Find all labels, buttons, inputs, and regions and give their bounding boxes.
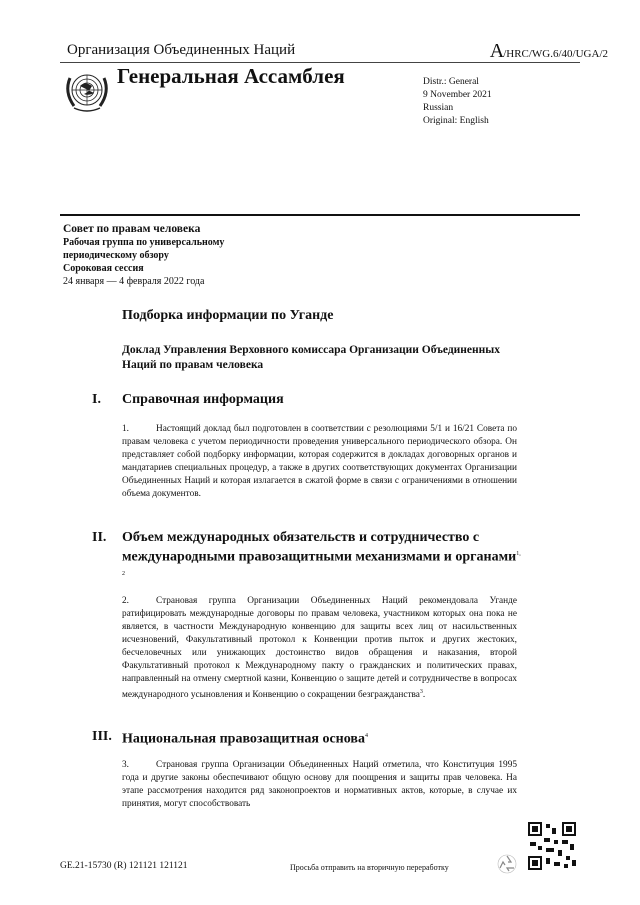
footnote-ref[interactable]: 1, 2	[122, 551, 521, 577]
section-number: III.	[92, 729, 112, 744]
section-rule	[60, 214, 580, 216]
paragraph-number: 1.	[122, 424, 129, 434]
symbol-code: /HRC/WG.6/40/UGA/2	[503, 48, 608, 60]
section-heading	[92, 728, 532, 748]
recycle-note: Просьба отправить на вторичную переработку	[290, 863, 449, 872]
paragraph-number: 2.	[122, 596, 129, 606]
session-name: Сороковая сессия	[63, 263, 144, 274]
section-title-text: Национальная правозащитная основа	[122, 731, 365, 747]
footnote-ref[interactable]: 3	[419, 689, 423, 695]
council-name: Совет по правам человека	[63, 223, 201, 235]
document-code: GE.21-15730 (R) 121121 121121	[60, 861, 188, 871]
general-assembly-title: Генеральная Ассамблея	[117, 64, 345, 88]
qr-code-icon	[528, 822, 576, 870]
section-heading	[92, 391, 532, 411]
document-symbol	[490, 40, 608, 63]
document-subtitle: Доклад Управления Верховного комиссара Организации Объединенных Наций по правам человека	[122, 344, 501, 371]
section-title	[122, 529, 522, 585]
paragraph-text: Страновая группа Организации Объединенных Наций отметила, что Конституция 1995 года и другие законы обеспечивают общую основу для поощрения и защиты прав человека. На этапе рассмотрения находится ряд законопроектов и нормативных актов, которые, в случае их принятия, могут способствовать	[122, 760, 517, 809]
council-block	[63, 223, 224, 288]
paragraph	[122, 423, 517, 501]
section-number: II.	[92, 530, 107, 545]
paragraph: 2. Страновая группа Организации Объединенных Наций рекомендовала Уганде ратифицировать международные договоры по правам человека, участником которых она пока не является, в частности Международную конвенцию для защиты всех лиц от насильственных исчезновений, Факультативный протокол к Конвенции против пыток и других жестоких, бесчеловечных или унижающих достоинство видов обращения и наказания, второй Факультативный протокол к Международному пакту о гражданских и политических правах, направленный на отмену смертной казни, Конвенцию о защите детей и сотрудничестве в вопросах международного усыновления и Конвенцию о сокращении безгражданства$^3$.	[122, 596, 517, 701]
section-heading	[92, 529, 532, 584]
language-line: Russian	[423, 103, 454, 113]
symbol-prefix: A	[489, 40, 504, 62]
header-rule	[60, 62, 580, 63]
session-dates: 24 января — 4 февраля 2022 года	[63, 276, 205, 287]
organization-name: Организация Объединенных Наций	[67, 42, 296, 58]
original-language-line: Original: English	[423, 116, 489, 126]
date-line: 9 November 2021	[423, 90, 492, 100]
paragraph-text: Настоящий доклад был подготовлен в соответствии с резолюциями 5/1 и 16/21 Совета по правам человека с учетом периодичности проведения универсального периодического обзора. Он представляет собой подборку информации, которая содержится в докладах договорных органов и мандатариев специальных процедур, а также в других соответствующих документах Организации Объединенных Наций и которая излагается в сжатой форме в связи с ограничениями в отношении объема документов.	[122, 424, 517, 499]
document-title: Подборка информации по Уганде	[122, 308, 334, 323]
paragraph	[122, 759, 517, 811]
distribution-info	[423, 76, 492, 128]
paragraph-number: 3.	[122, 760, 129, 770]
section-title: Справочная информация	[122, 392, 284, 407]
section-title	[122, 728, 522, 748]
distribution-line: Distr.: General	[423, 77, 479, 87]
un-emblem-icon	[62, 66, 112, 116]
working-group-line-2: периодическому обзору	[63, 250, 169, 261]
section-title-text: Объем международных обязательств и сотрудничество с международными правозащитными механизмами и органами	[122, 530, 517, 565]
paragraph-text: Страновая группа Организации Объединенных Наций рекомендовала Уганде ратифицировать международные договоры по правам человека, участником которых она пока не является, в частности Международную конвенцию для защиты всех лиц от насильственных исчезновений, Факультативный протокол к Конвенции против пыток и других жестоких, бесчеловечных или унижающих достоинство видов обращения и наказания, второй Факультативный протокол к Международному пакту о гражданских и политических правах, направленный на отмену смертной казни, Конвенцию о защите детей и сотрудничестве в вопросах международного усыновления и Конвенцию о сокращении безгражданства	[122, 596, 517, 701]
recycle-icon	[496, 853, 518, 875]
section-number: I.	[92, 392, 101, 407]
working-group-line-1: Рабочая группа по универсальному	[63, 237, 225, 248]
footnote-ref[interactable]: 4	[364, 733, 368, 739]
